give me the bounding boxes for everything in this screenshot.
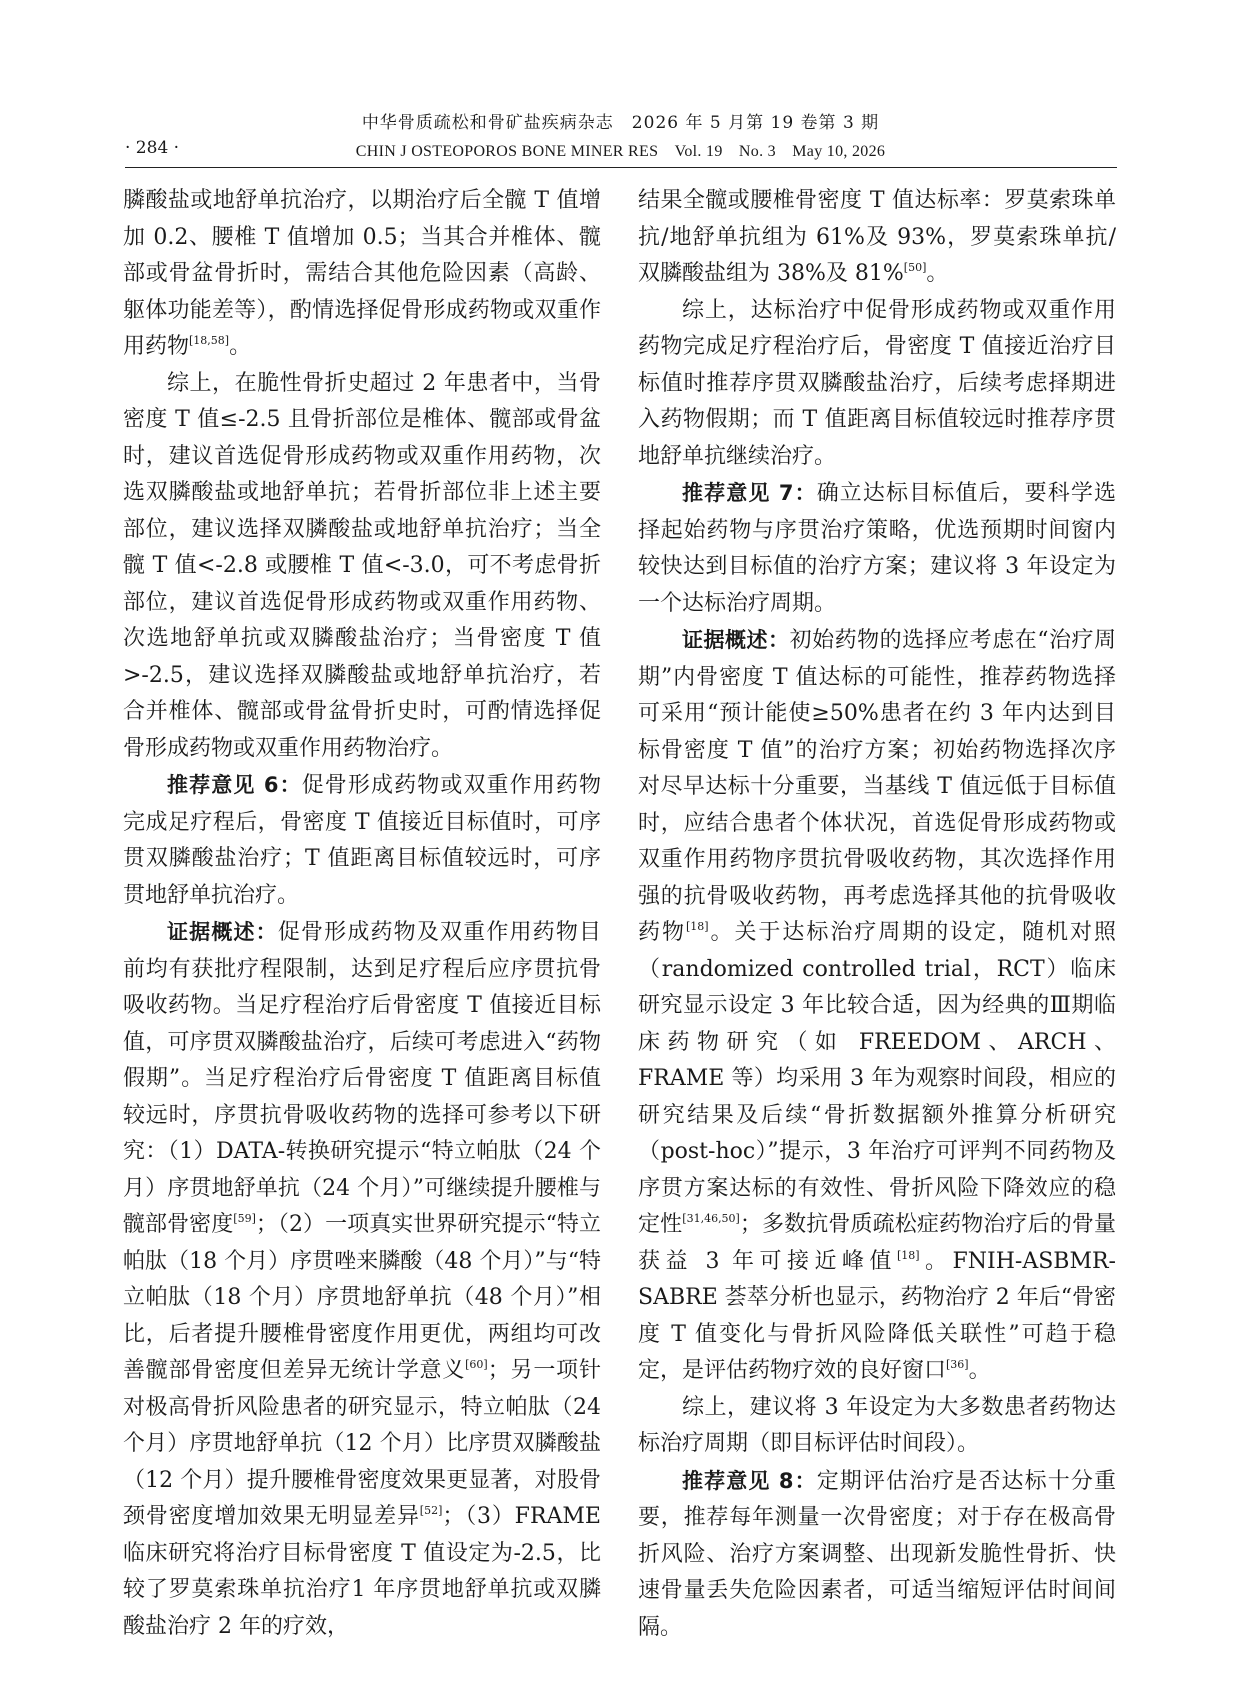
evidence-label: 证据概述：: [167, 920, 278, 944]
summary-paragraph: [638, 1390, 1116, 1463]
paragraph-continued: [638, 183, 1116, 293]
evidence-text: ；（3）FRAME 临床研究将治疗目标骨密度 T 值设定为-2.5，比较了罗莫索珠单抗治疗1 年序贯地舒单抗或双膦酸盐治疗 2 年的疗效，: [123, 1504, 601, 1639]
evidence-text: ；多数抗骨质疏松症药物治疗后的骨量获益 3 年可接近峰值: [638, 1212, 1116, 1274]
paragraph-continued: [123, 183, 601, 366]
evidence-text: 促骨形成药物及双重作用药物目前均有获批疗程限制，达到足疗程后应序贯抗骨吸收药物。当足疗程治疗后骨密度 T 值接近目标值，可序贯双膦酸盐治疗，后续可考虑进入“药物假期”。当足疗程治疗后骨密度 T 值距离目标值较远时，序贯抗骨吸收药物的选择可参考以下研究：（1）DATA-转换研究提示“特立帕肽（24 个月）序贯地舒单抗（24 个月）”可继续提升腰椎与髋部骨密度: [123, 920, 602, 1237]
evidence-text: ；（2）一项真实世界研究提示“特立帕肽（18 个月）序贯唑来膦酸（48 个月）”与“特立帕肽（18 个月）序贯地舒单抗（48 个月）”相比，后者提升腰椎骨密度作用更优，两组均可改善髋部骨密度但差异无统计学意义: [123, 1212, 601, 1383]
recommendation-label: 推荐意见 8：: [682, 1468, 817, 1493]
paragraph-text: 综上，在脆性骨折史超过 2 年患者中，当骨密度 T 值≤-2.5 且骨折部位是椎体、髋部或骨盆时，建议首选促骨形成药物或双重作用药物，次选双膦酸盐或地舒单抗；若骨折部位非上述主要部位，建议选择双膦酸盐或地舒单抗治疗；当全髋 T 值<-2.8 或腰椎 T 值<-3.0，可不考虑骨折部位，建议首选促骨形成药物或双重作用药物、次选地舒单抗或双膦酸盐治疗；当骨密度 T 值>-2.5，建议选择双膦酸盐或地舒单抗治疗，若合并椎体、髋部或骨盆骨折史时，可酌情选择促骨形成药物或双重作用药物治疗。: [123, 370, 601, 761]
paragraph-text: 综上，建议将 3 年设定为大多数患者药物达标治疗周期（即目标评估时间段）。: [638, 1394, 1116, 1456]
citation: [36]: [946, 1358, 969, 1371]
citation: [31,46,50]: [682, 1212, 740, 1225]
evidence-text: 初始药物的选择应考虑在“治疗周期”内骨密度 T 值达标的可能性，推荐药物选择可采用“预计能使≥50%患者在约 3 年内达到目标骨密度 T 值”的治疗方案；初始药物选择次序对尽早达标十分重要，当基线 T 值远低于目标值时，应结合患者个体状况，首选促骨形成药物或双重作用药物序贯抗骨吸收药物，其次选择作用强的抗骨吸收药物，再考虑选择其他的抗骨吸收药物: [638, 628, 1117, 945]
paragraph-text: 结果全髋或腰椎骨密度 T 值达标率：罗莫索珠单抗/地舒单抗组为 61%及 93%，罗莫索珠单抗/双膦酸盐组为 38%及 81%: [638, 188, 1116, 286]
paragraph-text: 膦酸盐或地舒单抗治疗，以期治疗后全髋 T 值增加 0.2、腰椎 T 值增加 0.5；当其合并椎体、髋部或骨盆骨折时，需结合其他危险因素（高龄、躯体功能差等），酌情选择促骨形成药物或双重作用药物: [123, 188, 601, 359]
left-column: [123, 183, 601, 1645]
evidence-label: 证据概述：: [682, 628, 790, 652]
summary-paragraph: [123, 366, 601, 768]
journal-title-en: CHIN J OSTEOPOROS BONE MINER RES Vol. 19 No. 3 May 10, 2026: [355, 143, 886, 160]
citation: [50]: [903, 261, 927, 274]
recommendation-text: 确立达标目标值后，要科学选择起始药物与序贯治疗策略，优选预期时间窗内较快达到目标值的治疗方案；建议将 3 年设定为一个达标治疗周期。: [638, 481, 1116, 616]
recommendation-label: 推荐意见 7：: [682, 481, 817, 505]
recommendation-6: [123, 767, 601, 914]
citation: [52]: [419, 1504, 443, 1517]
summary-paragraph: [638, 293, 1116, 476]
evidence-text: 。FNIH-ASBMR-SABRE 荟萃分析也显示，药物治疗 2 年后“骨密度 T 值变化与骨折风险降低关联性”可趋于稳定，是评估药物疗效的良好窗口: [638, 1248, 1116, 1383]
evidence-text: 。: [968, 1358, 991, 1383]
journal-title-cn: 中华骨质疏松和骨矿盐疾病杂志 2026 年 5 月第 19 卷第 3 期: [361, 113, 880, 133]
paragraph-end: 。: [926, 261, 949, 286]
evidence-paragraph: [123, 914, 601, 1645]
paragraph-text: 综上，达标治疗中促骨形成药物或双重作用药物完成足疗程治疗后，骨密度 T 值接近治疗目标值时推荐序贯双膦酸盐治疗，后续考虑择期进入药物假期；而 T 值距离目标值较远时推荐序贯地舒单抗继续治疗。: [638, 297, 1116, 469]
recommendation-7: [638, 475, 1116, 622]
paragraph-end: 。: [229, 334, 252, 359]
evidence-text: 。关于达标治疗周期的设定，随机对照（randomized controlled trial，RCT）临床研究显示设定 3 年比较合适，因为经典的Ⅲ期临床药物研究（如 FREEDOM、ARCH、FRAME 等）均采用 3 年为观察时间段，相应的研究结果及后续“骨折数据额外推算分析研究（post-hoc）”提示，3 年治疗可评判不同药物及序贯方案达标的有效性、骨折风险下降效应的稳定性: [638, 920, 1116, 1237]
recommendation-label: 推荐意见 6：: [167, 773, 302, 797]
recommendation-8: [638, 1463, 1116, 1647]
evidence-paragraph: [638, 622, 1116, 1390]
right-column: [638, 183, 1116, 1646]
citation: [18,58]: [189, 334, 230, 347]
page-header: [0, 0, 1241, 170]
citation: [59]: [233, 1212, 256, 1225]
recommendation-text: 定期评估治疗是否达标十分重要，推荐每年测量一次骨密度；对于存在极高骨折风险、治疗方案调整、出现新发脆性骨折、快速骨量丢失危险因素者，可适当缩短评估时间间隔。: [638, 1468, 1116, 1640]
citation: [18]: [685, 920, 709, 933]
header-rule: [125, 167, 1117, 168]
page-number: · 284 ·: [125, 138, 180, 158]
evidence-text: ；另一项针对极高骨折风险患者的研究显示，特立帕肽（24 个月）序贯地舒单抗（12 个月）比序贯双膦酸盐（12 个月）提升腰椎骨密度效果更显著，对股骨颈骨密度增加效果无明显差异: [123, 1358, 601, 1529]
citation: [18]: [896, 1248, 920, 1262]
citation: [60]: [465, 1358, 488, 1371]
recommendation-text: 促骨形成药物或双重作用药物完成足疗程后，骨密度 T 值接近目标值时，可序贯双膦酸盐治疗；T 值距离目标值较远时，可序贯地舒单抗治疗。: [123, 773, 601, 908]
